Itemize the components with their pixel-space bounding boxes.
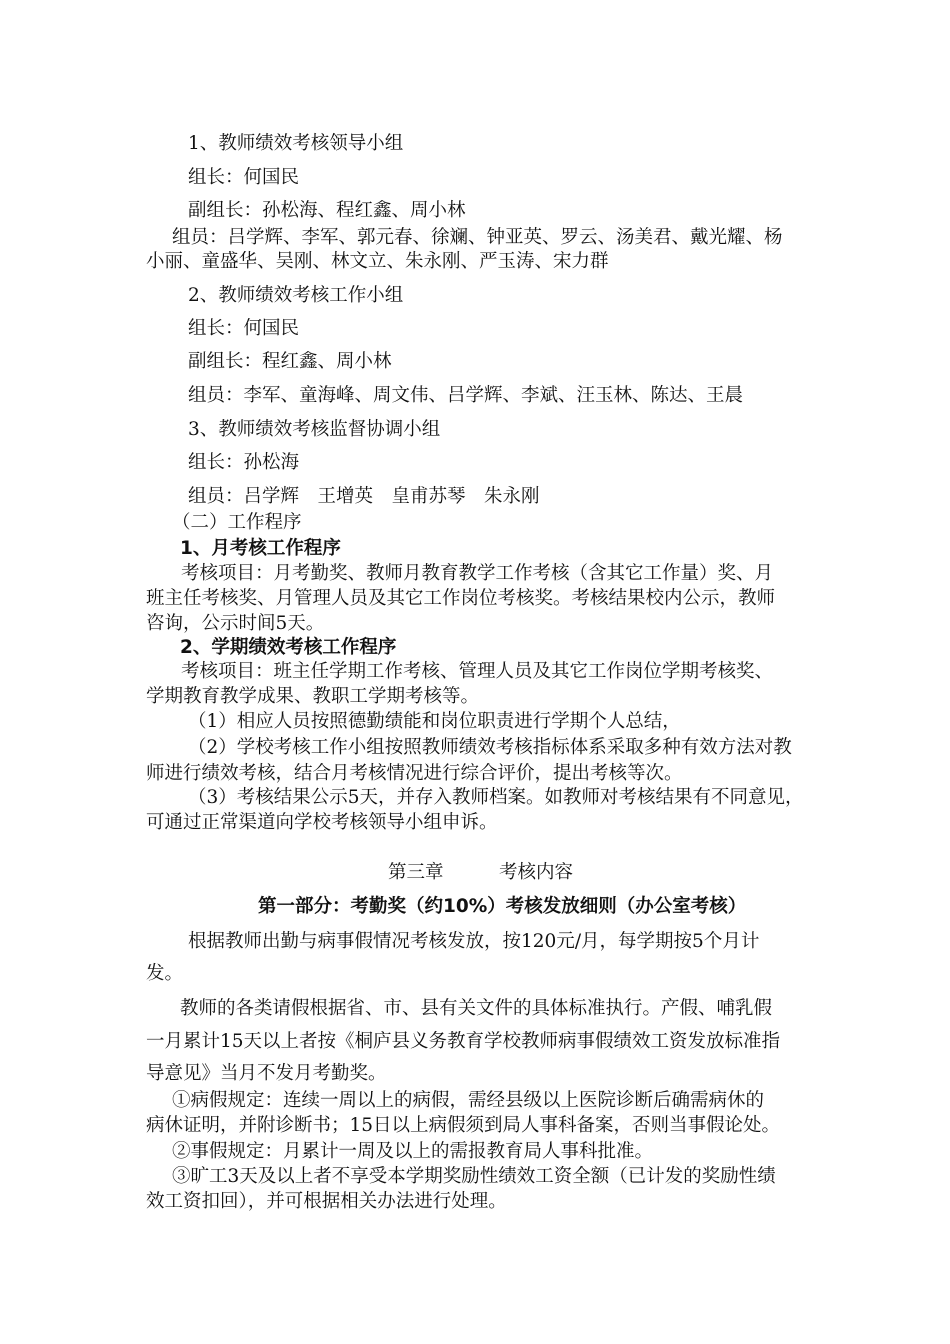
section-heading-work-group: 2、教师绩效考核工作小组 — [188, 285, 404, 306]
list-item-2: （2）学校考核工作小组按照教师绩效考核指标体系采取多种有效方法对教 — [188, 737, 792, 758]
paragraph-line: 考核项目：月考勤奖、教师月教育教学工作考核（含其它工作量）奖、月 — [181, 563, 774, 584]
leader-line: 组长：何国民 — [188, 318, 300, 339]
rule-absenteeism: ③旷工3天及以上者不享受本学期奖励性绩效工资全额（已计发的奖励性绩 — [172, 1166, 776, 1187]
part-title: 第一部分：考勤奖（约10%）考核发放细则（办公室考核） — [258, 896, 747, 917]
section-heading-supervision-group: 3、教师绩效考核监督协调小组 — [188, 419, 441, 440]
deputy-leader-line: 副组长：孙松海、程红鑫、周小林 — [188, 200, 466, 221]
list-item-3: （3）考核结果公示5天，并存入教师档案。如教师对考核结果有不同意见， — [188, 787, 804, 808]
list-item-2-continued: 师进行绩效考核，结合月考核情况进行综合评价，提出考核等次。 — [146, 763, 683, 784]
rule-sick-leave: ①病假规定：连续一周以上的病假，需经县级以上医院诊断后确需病休的 — [172, 1090, 765, 1111]
paragraph-line: 导意见》当月不发月考勤奖。 — [146, 1063, 387, 1084]
paragraph-line: 根据教师出勤与病事假情况考核发放，按120元/月，每学期按5个月计 — [188, 931, 760, 952]
members-line-continued: 小丽、童盛华、吴刚、林文立、朱永刚、严玉涛、宋力群 — [146, 251, 609, 272]
paragraph-line: 咨询，公示时间5天。 — [146, 613, 325, 634]
heading-semester-procedure: 2、学期绩效考核工作程序 — [180, 637, 397, 658]
paragraph-line: 发。 — [146, 963, 184, 984]
heading-monthly-procedure: 1、月考核工作程序 — [180, 538, 341, 559]
members-line: 组员：吕学辉 王增英 皇甫苏琴 朱永刚 — [188, 486, 540, 507]
rule-personal-leave: ②事假规定：月累计一周及以上的需报教育局人事科批准。 — [172, 1141, 654, 1162]
paragraph-line: 教师的各类请假根据省、市、县有关文件的具体标准执行。产假、哺乳假 — [180, 998, 773, 1019]
list-item-1: （1）相应人员按照德勤绩能和岗位职责进行学期个人总结， — [188, 711, 681, 732]
section-heading-leadership-group: 1、教师绩效考核领导小组 — [188, 133, 404, 154]
members-line: 组员：李军、童海峰、周文伟、吕学辉、李斌、汪玉林、陈达、王晨 — [188, 385, 744, 406]
rule-absenteeism-continued: 效工资扣回），并可根据相关办法进行处理。 — [146, 1191, 507, 1212]
paragraph-line: 考核项目：班主任学期工作考核、管理人员及其它工作岗位学期考核奖、 — [181, 661, 774, 682]
paragraph-line: 学期教育教学成果、教职工学期考核等。 — [146, 686, 480, 707]
leader-line: 组长：何国民 — [188, 167, 300, 188]
leader-line: 组长：孙松海 — [188, 452, 300, 473]
paragraph-line: 一月累计15天以上者按《桐庐县义务教育学校教师病事假绩效工资发放标准指 — [146, 1031, 781, 1052]
paragraph-line: 班主任考核奖、月管理人员及其它工作岗位考核奖。考核结果校内公示，教师 — [146, 588, 776, 609]
chapter-title: 第三章 考核内容 — [388, 862, 574, 883]
subsection-heading-work-procedure: （二）工作程序 — [172, 512, 302, 533]
list-item-3-continued: 可通过正常渠道向学校考核领导小组申诉。 — [146, 812, 498, 833]
rule-sick-leave-continued: 病休证明，并附诊断书；15日以上病假须到局人事科备案，否则当事假论处。 — [146, 1115, 781, 1136]
members-line: 组员：吕学辉、李军、郭元春、徐斓、钟亚英、罗云、汤美君、戴光耀、杨 — [172, 227, 783, 248]
deputy-leader-line: 副组长：程红鑫、周小林 — [188, 351, 392, 372]
